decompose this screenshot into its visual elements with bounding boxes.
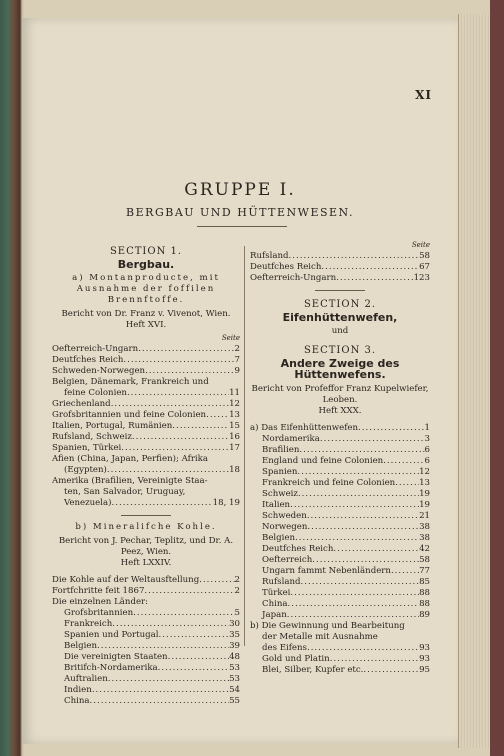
leader-dots <box>295 533 419 544</box>
toc-entry <box>250 654 430 665</box>
toc-entry-title: Rufsland <box>262 577 301 587</box>
leader-dots <box>206 410 229 421</box>
toc-entry <box>250 423 430 434</box>
toc-entry-page: 48 <box>229 652 240 662</box>
toc-entry-page: 6 <box>424 456 430 466</box>
toc-entry-page: 35 <box>229 630 240 640</box>
book-page <box>22 18 458 744</box>
page-number: XI <box>415 88 432 102</box>
toc-entry-title: des Eifens <box>262 643 307 653</box>
leader-dots <box>287 610 419 621</box>
toc-entry-title: Spanien und Portugal <box>64 630 159 640</box>
leader-dots <box>321 262 419 273</box>
toc-list-right-top <box>250 251 430 284</box>
toc-entry-title: Belgien, Dänemark, Frankreich und <box>52 377 209 387</box>
leader-dots <box>138 344 234 355</box>
group-subtitle: BERGBAU UND HÜTTENWESEN. <box>126 206 354 219</box>
toc-entry-page: 93 <box>419 643 430 653</box>
toc-entry-title: b) Die Gewinnung und Bearbeitung <box>250 621 405 631</box>
section1-title: Bergbau. <box>117 258 175 271</box>
leader-dots <box>112 619 229 630</box>
group-title: GRUPPE I. <box>184 180 296 200</box>
toc-entry <box>52 399 240 410</box>
toc-entry-page: 88 <box>419 599 430 609</box>
seite-label-1: Seite <box>221 334 240 342</box>
toc-entry-title: Deutfches Reich <box>250 262 322 272</box>
leader-dots <box>133 608 234 619</box>
toc-entry <box>250 621 430 632</box>
toc-entry-title: China <box>262 599 288 609</box>
toc-entry <box>250 500 430 511</box>
toc-entry <box>250 610 430 621</box>
toc-entry-page: 30 <box>229 619 240 629</box>
divider <box>315 290 365 291</box>
toc-entry <box>52 608 240 619</box>
toc-entry-title: Blei, Silber, Kupfer etc. <box>262 665 364 675</box>
toc-entry <box>52 586 240 597</box>
leader-dots <box>312 555 419 566</box>
toc-entry-title: Spanien <box>262 467 298 477</box>
toc-entry-title: Rufsland <box>250 251 289 261</box>
toc-entry-page: 21 <box>419 511 430 521</box>
toc-entry-title: Deutfches Reich <box>262 544 334 554</box>
toc-entry <box>250 599 430 610</box>
toc-entry <box>250 511 430 522</box>
heft-2: Heft LXXIV. <box>120 558 172 568</box>
report-author-3: Bericht von Profeffor Franz Kupelwiefer, Leoben. <box>251 384 429 405</box>
subsection-b-heading: b) Mineralifche Kohle. <box>75 522 217 532</box>
toc-entry-title: Gold und Platin <box>262 654 330 664</box>
leader-dots <box>383 456 424 467</box>
toc-entry-title: Indien <box>64 685 92 695</box>
leader-dots <box>395 478 419 489</box>
toc-entry-page: 88 <box>419 588 430 598</box>
toc-entry-title: Oefterreich-Ungarn <box>52 344 139 354</box>
leader-dots <box>159 630 230 641</box>
section3-title: Andere Zweige des Hüttenwefens. <box>280 357 400 381</box>
toc-entry <box>52 344 240 355</box>
toc-entry <box>52 696 240 707</box>
subsection-a-heading: a) Montanproducte, mit Ausnahme der foffilen Brennftoffe. <box>72 273 220 305</box>
toc-entry <box>52 388 240 399</box>
toc-entry-title: Afien (China, Japan, Perfien); Afrika <box>52 454 209 464</box>
toc-entry-page: 19 <box>419 489 430 499</box>
toc-entry <box>52 443 240 454</box>
toc-entry <box>52 597 240 608</box>
toc-entry <box>52 619 240 630</box>
leader-dots <box>97 641 229 652</box>
toc-entry <box>250 665 430 676</box>
toc-entry-title: (Egypten) <box>64 465 107 475</box>
toc-entry-page: 54 <box>229 685 240 695</box>
toc-entry-page: 95 <box>419 665 430 675</box>
toc-entry-title: Die einzelnen Länder: <box>52 597 149 607</box>
toc-entry-page: 5 <box>234 608 240 618</box>
leader-dots <box>172 421 229 432</box>
toc-entry-title: Ungarn fammt Nebenländern <box>262 566 391 576</box>
leader-dots <box>358 423 425 434</box>
leader-dots <box>290 588 419 599</box>
toc-entry <box>52 652 240 663</box>
leader-dots <box>307 511 419 522</box>
leader-dots <box>123 355 234 366</box>
toc-entry-page: 123 <box>413 273 430 283</box>
toc-entry-page: 2 <box>234 344 240 354</box>
seite-label-right: Seite <box>411 241 430 249</box>
toc-list-2 <box>52 575 240 707</box>
toc-entry-title: Türkei <box>262 588 291 598</box>
toc-entry-page: 89 <box>419 610 430 620</box>
toc-entry-title: Oefterreich-Ungarn <box>250 273 337 283</box>
toc-entry <box>52 663 240 674</box>
toc-entry-page: 17 <box>229 443 240 453</box>
toc-entry-page: 6 <box>424 445 430 455</box>
toc-entry <box>250 643 430 654</box>
leader-dots <box>144 586 234 597</box>
toc-entry <box>250 566 430 577</box>
toc-entry-title: Belgien <box>64 641 98 651</box>
toc-entry <box>52 498 240 509</box>
leader-dots <box>111 399 229 410</box>
section2-label: SECTION 2. <box>303 299 377 310</box>
leader-dots <box>121 443 229 454</box>
leader-dots <box>299 445 424 456</box>
toc-entry-page: 13 <box>229 410 240 420</box>
toc-entry-title: Nordamerika <box>262 434 320 444</box>
toc-entry-title: Fortfchritte feit 1867 <box>52 586 145 596</box>
toc-entry <box>250 522 430 533</box>
leader-dots <box>333 544 419 555</box>
toc-entry-title: Norwegen <box>262 522 308 532</box>
leader-dots <box>288 599 420 610</box>
report-author-2: Bericht von J. Pechar, Teplitz, und Dr. A. Peez, Wien. <box>58 536 234 557</box>
toc-entry-title: Schweden <box>262 511 307 521</box>
leader-dots <box>307 643 419 654</box>
toc-entry <box>250 445 430 456</box>
toc-entry-title: Griechenland <box>52 399 111 409</box>
toc-entry-title: Brafilien <box>262 445 300 455</box>
toc-entry-title: Oefterreich <box>262 555 313 565</box>
leader-dots <box>158 663 229 674</box>
toc-entry <box>52 432 240 443</box>
toc-entry-page: 3 <box>424 434 430 444</box>
toc-entry-title: China <box>64 696 90 706</box>
toc-entry-title: England und feine Colonien <box>262 456 384 466</box>
toc-entry-title: a) Das Eifenhüttenwefen <box>250 423 359 433</box>
toc-entry-title: Schweiz <box>262 489 298 499</box>
toc-entry-title: Schweden-Norwegen <box>52 366 146 376</box>
toc-entry-page: 42 <box>419 544 430 554</box>
toc-entry <box>52 630 240 641</box>
toc-entry-title: Die vereinigten Staaten <box>64 652 168 662</box>
toc-entry-page: 1 <box>424 423 430 433</box>
section2-title: Eifenhüttenwefen, <box>282 311 398 324</box>
leader-dots <box>112 498 213 509</box>
und-text: und <box>331 326 349 336</box>
toc-entry-page: 2 <box>234 586 240 596</box>
leader-dots <box>168 652 229 663</box>
leader-dots <box>391 566 419 577</box>
toc-entry <box>52 575 240 586</box>
toc-entry-title: Italien <box>262 500 291 510</box>
toc-entry <box>52 465 240 476</box>
toc-entry-title: Amerika (Brafilien, Vereinigte Staa- <box>52 476 208 486</box>
toc-entry-title: ten, San Salvador, Uruguay, <box>64 487 186 497</box>
toc-entry <box>52 487 240 498</box>
toc-entry <box>52 421 240 432</box>
toc-entry-page: 12 <box>229 399 240 409</box>
section3-label: SECTION 3. <box>303 345 377 356</box>
toc-entry-page: 67 <box>419 262 430 272</box>
toc-entry-page: 58 <box>419 555 430 565</box>
toc-entry-title: Italien, Portugal, Rumänien <box>52 421 173 431</box>
toc-entry <box>250 588 430 599</box>
toc-entry <box>52 674 240 685</box>
toc-entry-page: 53 <box>229 674 240 684</box>
toc-entry-title: der Metalle mit Ausnahme <box>262 632 378 642</box>
toc-entry-page: 19 <box>419 500 430 510</box>
toc-entry-page: 16 <box>229 432 240 442</box>
toc-entry <box>250 555 430 566</box>
leader-dots <box>199 575 234 586</box>
toc-entry-title: Grofsbritannien und feine Colonien <box>52 410 207 420</box>
toc-entry <box>52 685 240 696</box>
toc-entry-page: 18 <box>229 465 240 475</box>
leader-dots <box>92 685 229 696</box>
toc-entry-title: Japan <box>262 610 287 620</box>
toc-entry-page: 58 <box>419 251 430 261</box>
toc-entry <box>250 544 430 555</box>
toc-entry-page: 18, 19 <box>212 498 240 508</box>
toc-entry-title: Britifch-Nordamerika <box>64 663 158 673</box>
toc-entry <box>250 273 430 284</box>
toc-entry-page: 11 <box>229 388 240 398</box>
toc-entry <box>52 410 240 421</box>
toc-entry <box>52 355 240 366</box>
heft-3: Heft XXX. <box>318 406 362 416</box>
left-column <box>52 238 240 707</box>
toc-entry-page: 53 <box>229 663 240 673</box>
toc-entry-page: 77 <box>419 566 430 576</box>
toc-entry <box>52 641 240 652</box>
toc-entry <box>52 454 240 465</box>
section1-label: SECTION 1. <box>109 246 183 257</box>
book-cover <box>490 0 504 756</box>
toc-entry <box>250 577 430 588</box>
leader-dots <box>301 577 420 588</box>
toc-list-right <box>250 423 430 676</box>
title-divider <box>197 226 287 227</box>
toc-entry <box>52 366 240 377</box>
toc-list-1 <box>52 344 240 509</box>
heft-1: Heft XVI. <box>125 320 167 330</box>
toc-entry-title: Venezuela) <box>64 498 112 508</box>
toc-entry-title: Belgien <box>262 533 296 543</box>
leader-dots <box>127 388 229 399</box>
toc-entry <box>52 476 240 487</box>
toc-entry-page: 85 <box>419 577 430 587</box>
toc-entry <box>250 251 430 262</box>
report-author-1: Bericht von Dr. Franz v. Vivenot, Wien. <box>61 309 231 319</box>
toc-entry <box>250 456 430 467</box>
toc-entry-page: 38 <box>419 533 430 543</box>
divider <box>121 515 171 516</box>
toc-entry <box>250 262 430 273</box>
leader-dots <box>290 500 419 511</box>
toc-entry-page: 55 <box>229 696 240 706</box>
leader-dots <box>108 674 229 685</box>
leader-dots <box>107 465 229 476</box>
toc-entry-page: 12 <box>419 467 430 477</box>
leader-dots <box>336 273 413 284</box>
column-divider <box>244 246 245 646</box>
toc-entry-title: Frankreich <box>64 619 113 629</box>
toc-entry <box>250 632 430 643</box>
leader-dots <box>363 665 419 676</box>
toc-entry-page: 2 <box>234 575 240 585</box>
leader-dots <box>145 366 234 377</box>
toc-entry-title: Rufsland, Schweiz <box>52 432 132 442</box>
toc-entry-page: 9 <box>234 366 240 376</box>
leader-dots <box>132 432 229 443</box>
toc-entry-page: 38 <box>419 522 430 532</box>
toc-entry-page: 15 <box>229 421 240 431</box>
leader-dots <box>297 467 419 478</box>
toc-entry-page: 39 <box>229 641 240 651</box>
toc-entry <box>250 489 430 500</box>
toc-entry-title: Die Kohle auf der Weltausftellung <box>52 575 200 585</box>
right-column <box>250 238 430 676</box>
toc-entry <box>250 533 430 544</box>
toc-entry <box>250 467 430 478</box>
leader-dots <box>330 654 419 665</box>
leader-dots <box>307 522 419 533</box>
leader-dots <box>289 251 420 262</box>
toc-entry-page: 93 <box>419 654 430 664</box>
leader-dots <box>320 434 425 445</box>
toc-entry-page: 7 <box>234 355 240 365</box>
toc-entry-title: Grofsbritannien <box>64 608 134 618</box>
toc-entry-title: Spanien, Türkei <box>52 443 122 453</box>
toc-entry-title: feine Colonien <box>64 388 127 398</box>
toc-entry <box>52 377 240 388</box>
toc-entry <box>250 478 430 489</box>
leader-dots <box>298 489 419 500</box>
toc-entry-title: Frankreich und feine Colonien <box>262 478 396 488</box>
leader-dots <box>90 696 230 707</box>
toc-entry <box>250 434 430 445</box>
toc-entry-title: Auftralien <box>64 674 108 684</box>
toc-entry-page: 13 <box>419 478 430 488</box>
toc-entry-title: Deutfches Reich <box>52 355 124 365</box>
